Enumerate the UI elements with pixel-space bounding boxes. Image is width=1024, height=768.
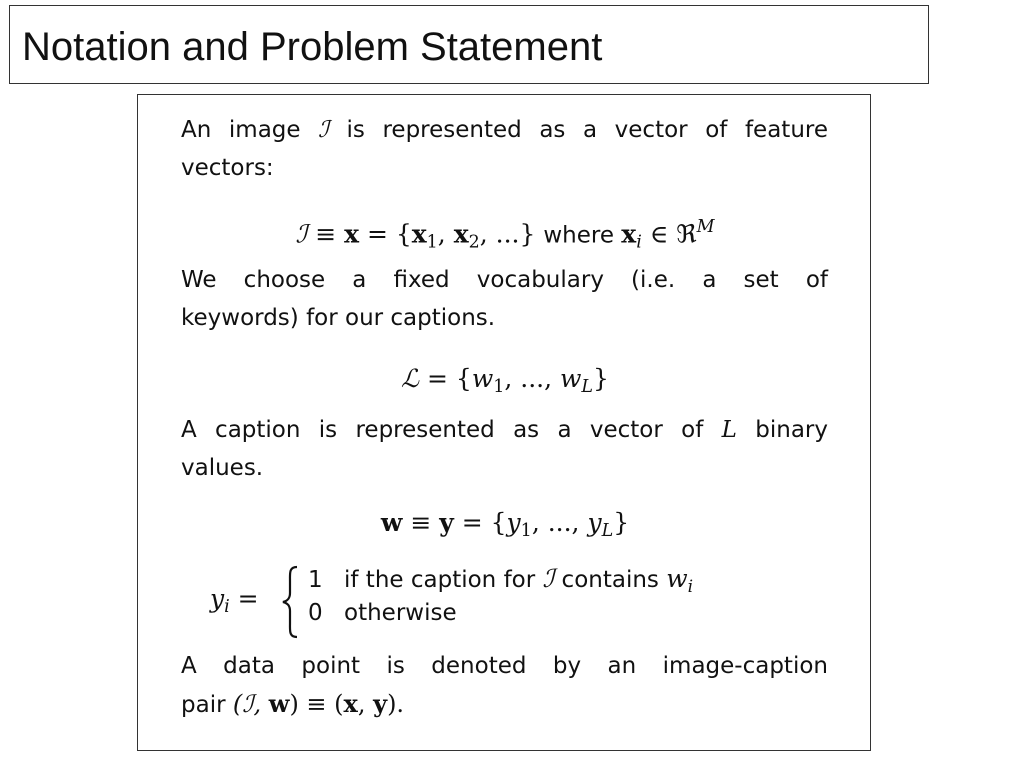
paragraph-line: keywords) for our captions. [181, 305, 496, 331]
case-value: 1 [308, 567, 323, 593]
paragraph-line [181, 111, 828, 149]
case-condition-text: if the caption for [344, 567, 543, 593]
math-symbol: ℐ [295, 219, 308, 249]
math-operator: = { [453, 508, 507, 537]
paragraph-caption-vector [181, 411, 828, 487]
math-var: w [560, 364, 582, 393]
text-span: An image [181, 117, 319, 143]
math-bold-var: x [453, 219, 469, 249]
math-bold-var: y [439, 508, 454, 537]
math-subscript: 1 [520, 520, 532, 541]
paragraph-line: values. [181, 455, 264, 481]
paragraph-line: vectors: [181, 155, 274, 181]
math-subscript: i [636, 232, 642, 253]
text-span: binary [736, 417, 828, 443]
text-span: A caption is represented as a vector of [181, 417, 722, 443]
math-bold-var: x [411, 219, 427, 249]
left-brace-icon [281, 565, 301, 639]
math-subscript: 1 [426, 232, 438, 253]
math-subscript: 2 [468, 232, 480, 253]
slide-title-box [9, 5, 929, 84]
math-operator: ). [387, 690, 405, 718]
math-var: L [721, 417, 737, 443]
math-subscript: L [601, 520, 614, 541]
math-operator: = { [359, 219, 412, 249]
math-var: w [666, 564, 688, 593]
paragraph-data-point [181, 647, 828, 724]
paragraph-line [181, 685, 828, 724]
case-condition-text: otherwise [344, 600, 457, 626]
math-operator: , ..., [531, 508, 588, 537]
paragraph-line: We choose a fixed vocabulary (i.e. a set of [181, 267, 828, 293]
math-symbol: ℒ [401, 364, 420, 393]
math-operator: } [613, 508, 630, 537]
math-text: where [543, 222, 622, 249]
case-value: 0 [308, 600, 323, 626]
equation-image-vector [138, 209, 872, 260]
equation-cases [210, 561, 830, 641]
math-bold-var: w [268, 689, 290, 718]
math-superscript: M [696, 217, 715, 237]
equation-caption-vector [138, 505, 872, 549]
math-operator: , ...} [479, 219, 544, 249]
math-var: y [210, 584, 225, 613]
math-subscript: L [581, 376, 594, 397]
math-symbol-image: ℐ [318, 117, 329, 143]
cases-row-2 [308, 597, 457, 629]
case-condition-text: contains [554, 567, 667, 593]
math-operator: ≡ [307, 219, 345, 249]
math-operator: , ..., [504, 364, 560, 393]
math-operator: , [357, 690, 374, 718]
math-bold-var: w [380, 508, 403, 537]
math-operator: ∈ ℜ [641, 219, 697, 249]
math-bold-var: x [344, 219, 359, 249]
math-subscript: i [224, 596, 230, 617]
text-span: pair [181, 692, 233, 718]
content-box [137, 94, 871, 751]
math-subscript: i [687, 576, 694, 597]
math-bold-var: y [373, 689, 388, 718]
math-operator: , [437, 219, 454, 249]
math-operator: } [593, 364, 609, 393]
math-var: y [587, 508, 602, 537]
math-var: y [506, 508, 521, 537]
math-operator: ≡ [402, 508, 440, 537]
slide-title: Notation and Problem Statement [22, 25, 603, 69]
math-operator: = [229, 584, 259, 613]
paragraph-line [181, 411, 828, 449]
math-operator: ) ≡ ( [289, 690, 344, 718]
math-bold-var: x [343, 689, 358, 718]
math-bold-var: x [621, 219, 637, 249]
cases-lhs [210, 581, 259, 625]
math-subscript: 1 [493, 376, 505, 397]
equation-vocabulary-set [138, 361, 872, 405]
math-symbol: (ℐ, [232, 690, 269, 718]
text-span: is represented as a vector of feature [328, 117, 828, 143]
math-symbol: ℐ [542, 564, 555, 593]
math-var: w [471, 364, 494, 393]
math-operator: = { [419, 364, 472, 393]
paragraph-line: A data point is denoted by an image-caption [181, 653, 828, 679]
paragraph-vocabulary [181, 261, 828, 337]
paragraph-image-definition [181, 111, 828, 187]
